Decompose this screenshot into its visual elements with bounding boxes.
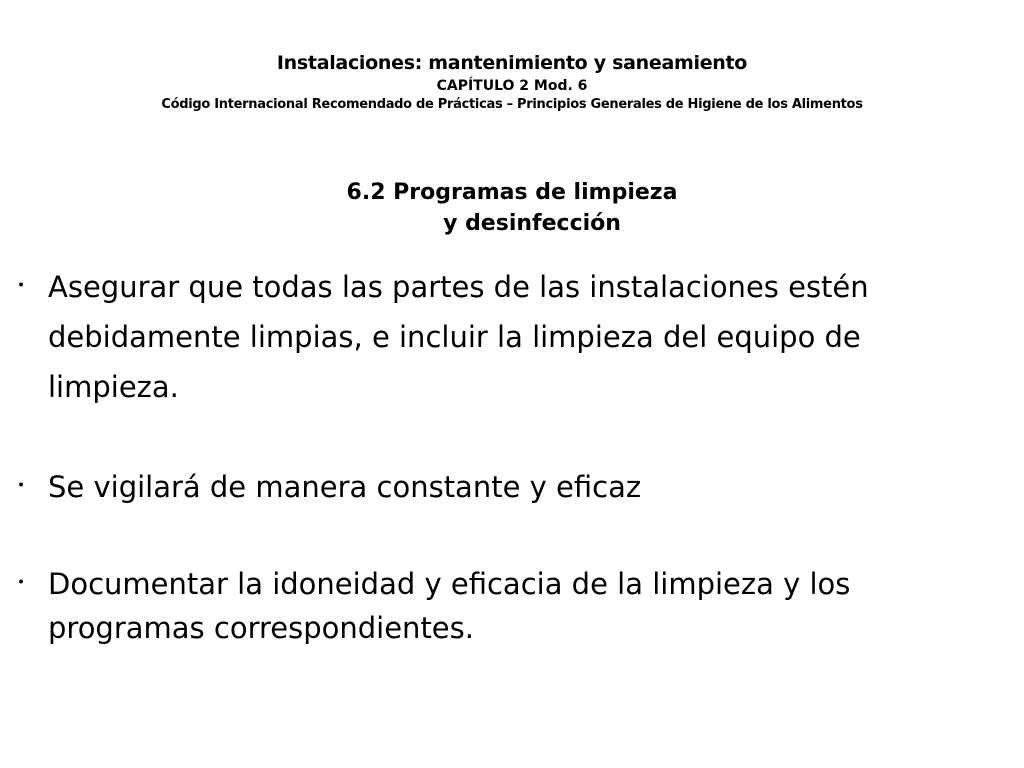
bullet-text: Se vigilará de manera constante y eficaz [48,470,642,504]
bullet-item [0,562,1024,650]
header-chapter: CAPÍTULO 2 Mod. 6 [436,78,588,94]
header-title: Instalaciones: mantenimiento y saneamiento [276,52,748,74]
header-code: Código Internacional Recomendado de Prácticas – Principios Generales de Higiene de los Alimentos [161,97,863,112]
bullet-text: Asegurar que todas las partes de las instalaciones estén debidamente limpias, e incluir la limpieza del equipo de limpieza. [48,270,869,404]
section-title [0,177,1024,239]
section-title-line-1: 6.2 Programas de limpieza [346,180,678,205]
bullet-marker: ・ [10,474,33,499]
bullet-item [0,462,1024,512]
bullet-marker: ・ [10,274,33,299]
section-title-line-2: y desinfección [443,211,621,236]
slide-header [0,50,1024,114]
bullet-text: Documentar la idoneidad y eficacia de la limpieza y los programas correspondientes. [48,567,851,645]
bullet-item [0,262,1024,412]
bullet-marker: ・ [10,571,33,596]
bullet-list [0,262,1024,650]
